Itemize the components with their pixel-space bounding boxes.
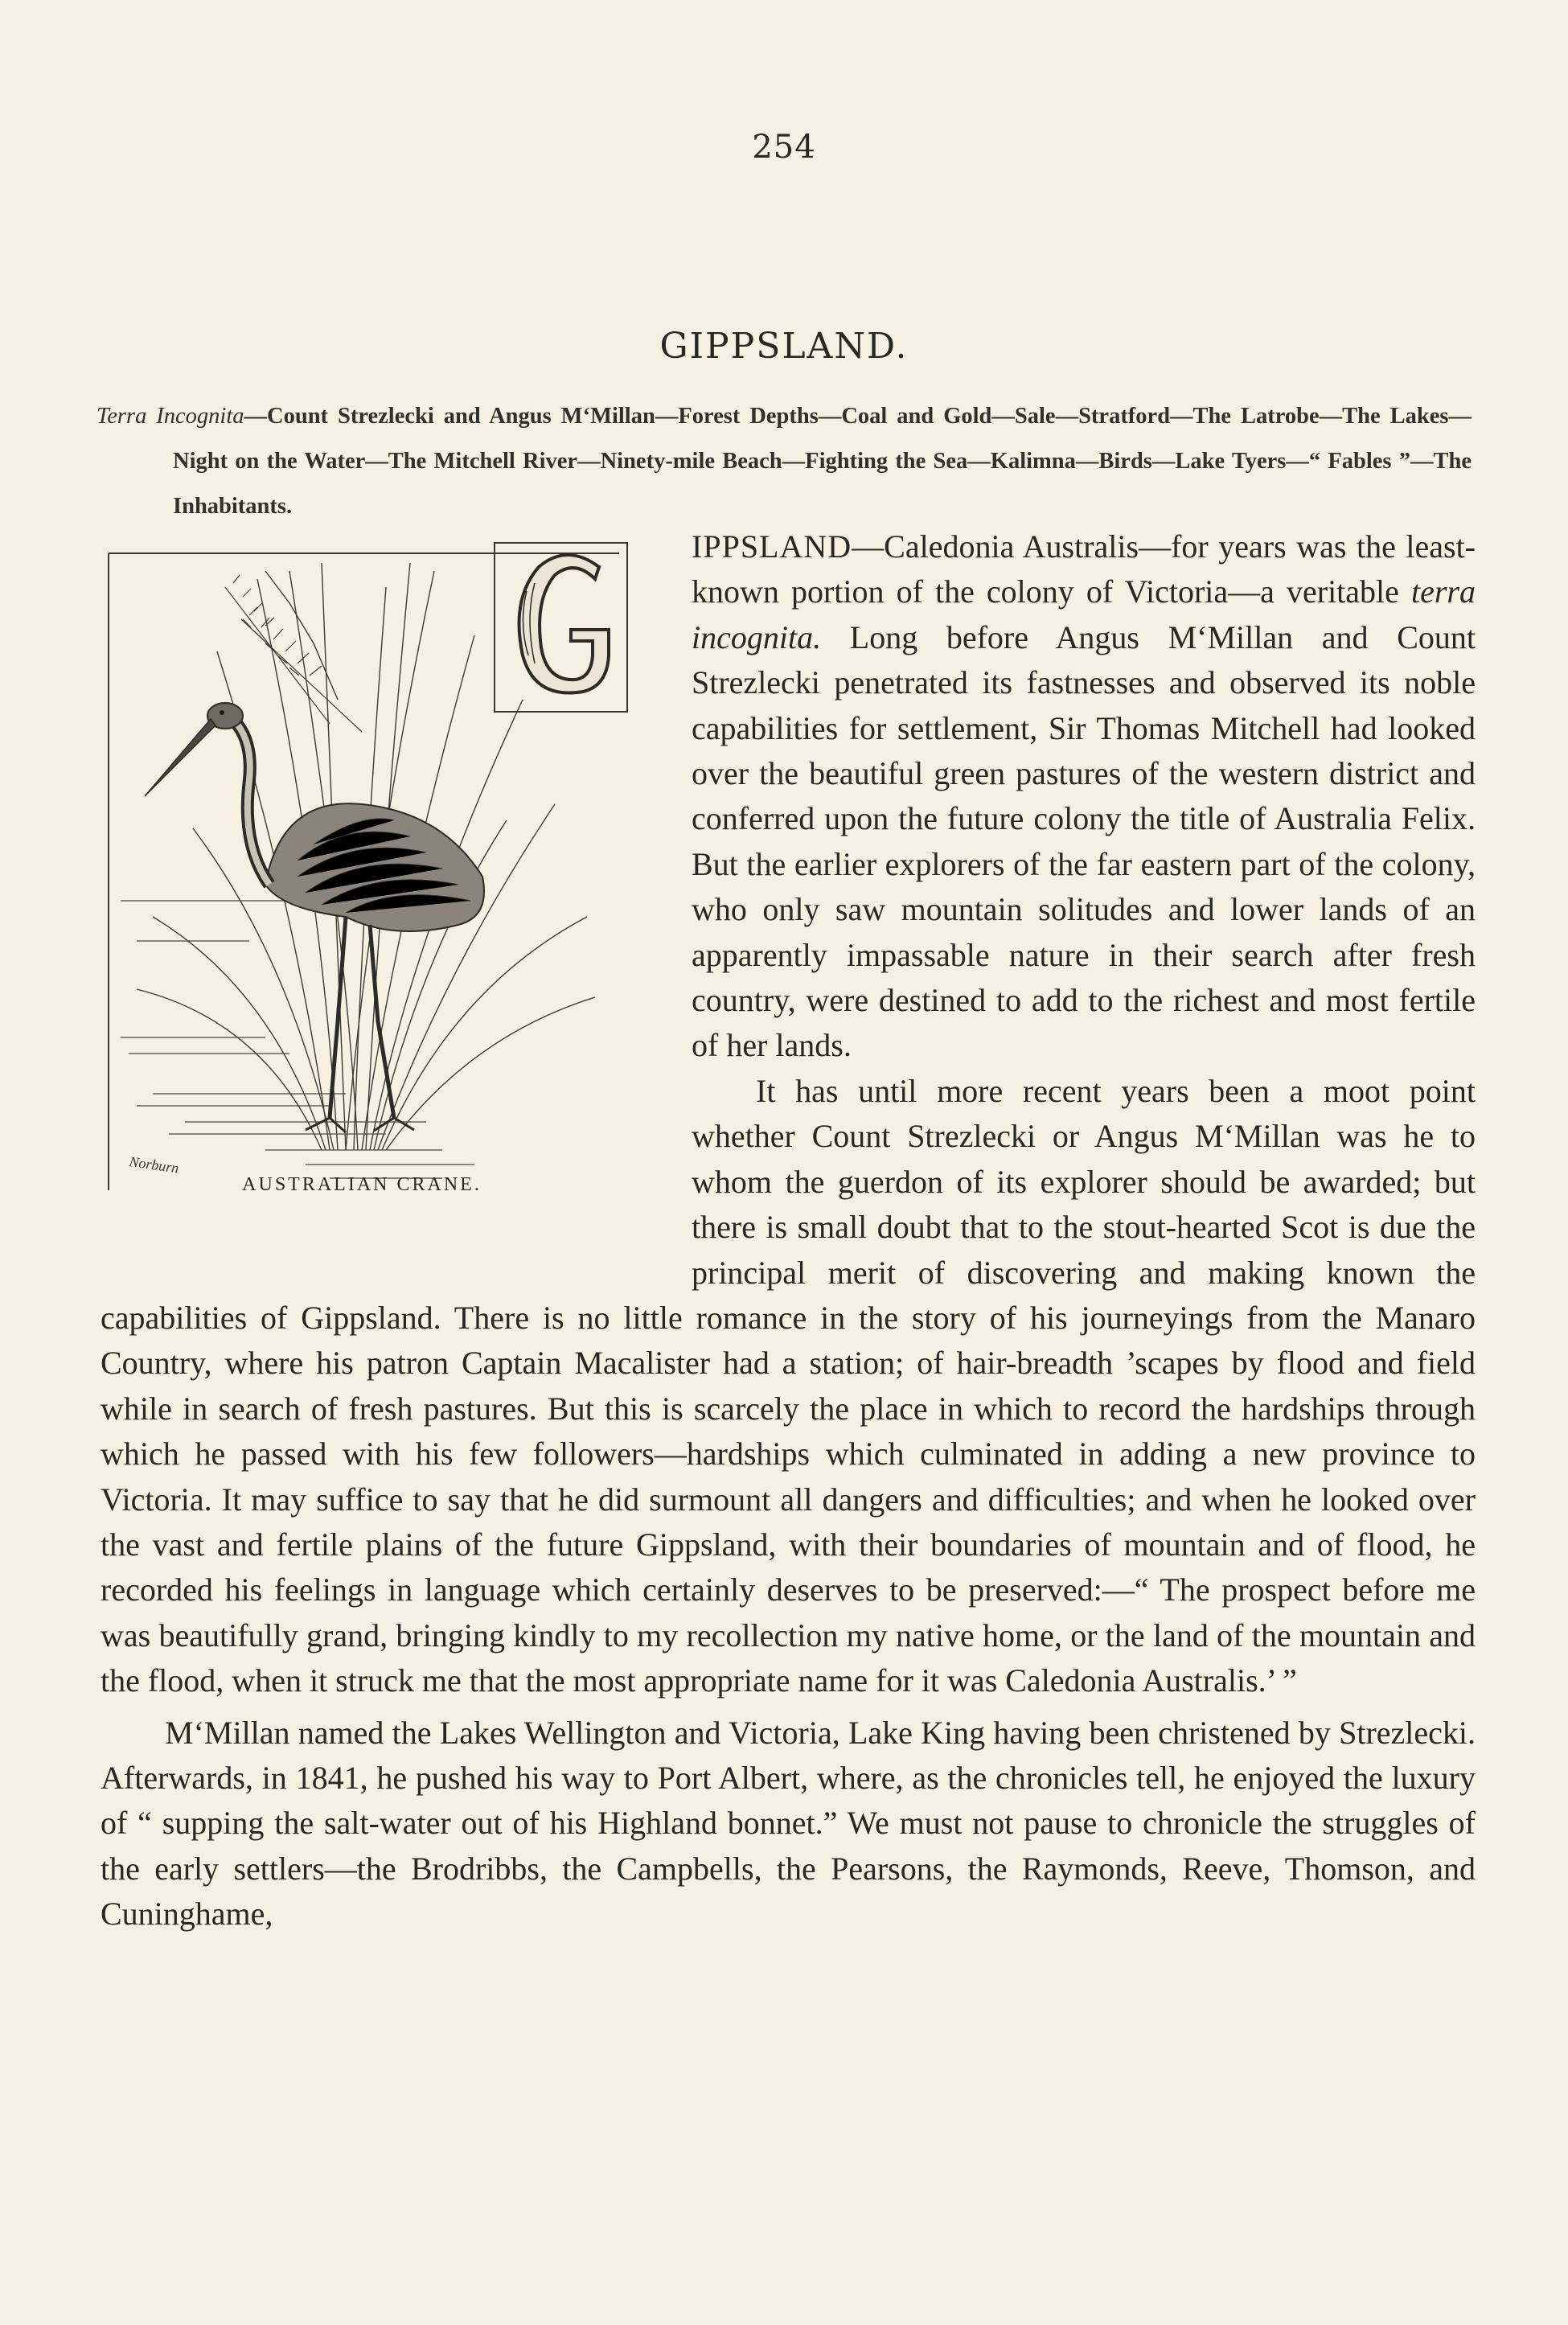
body-text [101,524,1476,1937]
chapter-synopsis [96,394,1472,529]
opening-word: IPPSLAND [692,528,852,565]
illustration-spacer [101,524,692,1266]
paragraph-1-text-b: Long before Angus M‘Millan and Count Strezlecki penetrated its fastnesses and observed its noble capabilities for settlement, Sir Thomas Mitchell had looked over the beautiful green pastures of the western district and conferred upon the future colony the title of Australia Felix. But the earlier explorers of the far eastern part of the colony, who only saw mountain solitudes and lower lands of an apparently impassable nature in their search after fresh country, were destined to add to the richest and most fertile of her lands. [692,618,1476,1064]
paragraph-1-italic: terra incognita. [692,573,1476,655]
svg-text:Norburn: Norburn [128,1153,180,1177]
paragraph-3: M‘Millan named the Lakes Wellington and Victoria, Lake King having been christened by Strezlecki. Afterwards, in 1841, he pushed his way to Port Albert, where, as the chronicles tell, he enjoyed the luxury of “ supping the salt-water out of his Highland bonnet.” We must not pause to chronicle the struggles of the early settlers—the Brodribbs, the Campbells, the Pearsons, the Raymonds, Reeve, Thomson, and Cuninghame, [101,1714,1476,1933]
paragraph-1-text-a: —Caledonia Australis—for years was the least-known portion of the colony of Victoria—a veritable [692,528,1476,610]
page-number: 254 [752,129,816,166]
synopsis-text: —Count Strezlecki and Angus M‘Millan—Forest Depths—Coal and Gold—Sale—Stratford—The Latrobe—The Lakes—Night on the Water—The Mitchell River—Ninety-mile Beach—Fighting the Sea—Kalimna—Birds—Lake Tyers—“ Fables ”—The Inhabitants. [173,404,1472,519]
figure-caption: AUSTRALIAN CRANE. [242,1174,482,1195]
chapter-title: GIPPSLAND. [659,326,909,367]
synopsis-lead: Terra Incognita [96,404,244,429]
paragraph-2: It has until more recent years been a moot point whether Count Strezlecki or Angus M‘Millan was he to whom the guerdon of its explorer should be awarded; but there is small doubt that to the stout-hearted Scot is due the principal merit of discovering and making known the capabilities of Gippsland. There is no little romance in the story of his journeyings from the Manaro Country, where his patron Captain Macalister had a station; of hair-breadth ’scapes by flood and field while in search of fresh pastures. But this is scarcely the place in which to record the hardships through which he passed with his few followers—hardships which culminated in adding a new province to Victoria. It may suffice to say that he did surmount all dangers and difficulties; and when he looked over the vast and fertile plains of the future Gippsland, with their boundaries of mountain and of flood, he recorded his feelings in language which certainly deserves to be preserved:—“ The prospect before me was beautifully grand, bringing kindly to my recollection my native home, or the land of the mountain and the flood, when it struck me that the most appropriate name for it was Caledonia Australis.’ ” [101,1072,1476,1699]
